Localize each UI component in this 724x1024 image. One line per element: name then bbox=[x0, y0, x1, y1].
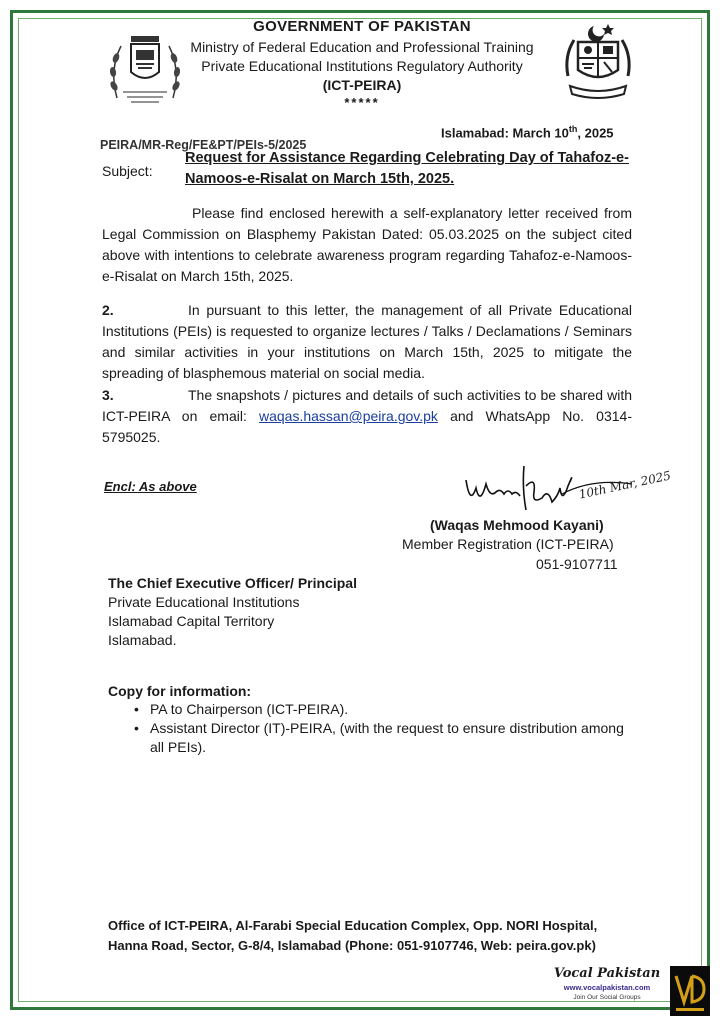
paragraph-3-text: The snapshots / pictures and details of such activities to be shared with ICT-PEIRA on email: bbox=[102, 387, 632, 424]
subject-label: Subject: bbox=[102, 163, 153, 179]
signatory-phone: 051-9107711 bbox=[536, 556, 618, 572]
reference-number: PEIRA/MR-Reg/FE&PT/PEIs-5/2025 bbox=[100, 138, 307, 152]
list-item bbox=[134, 719, 634, 757]
enclosure-note: Encl: As above bbox=[104, 479, 197, 494]
watermark bbox=[548, 966, 666, 1016]
footer-address-line-1: Office of ICT-PEIRA, Al-Farabi Special Education Complex, Opp. NORI Hospital, bbox=[108, 918, 598, 933]
letter-date bbox=[441, 124, 614, 140]
copy-list bbox=[134, 700, 634, 757]
letterhead-stars: ***** bbox=[344, 95, 380, 110]
addressee-line-2: Private Educational Institutions bbox=[108, 594, 300, 610]
watermark-subtitle: Join Our Social Groups bbox=[573, 994, 641, 1001]
watermark-url[interactable]: www.vocalpakistan.com bbox=[563, 983, 651, 992]
date-prefix: Islamabad: March 10 bbox=[441, 125, 569, 141]
list-item bbox=[134, 700, 634, 719]
bullet-icon: • bbox=[134, 720, 139, 736]
footer-address-line-2: Hanna Road, Sector, G-8/4, Islamabad (Phone: 051-9107746, Web: peira.gov.pk) bbox=[108, 938, 596, 953]
watermark-title: Vocal Pakistan bbox=[553, 966, 661, 981]
addressee-line-4: Islamabad. bbox=[108, 632, 177, 648]
addressee-line-3: Islamabad Capital Territory bbox=[108, 613, 275, 629]
bullet-icon: • bbox=[134, 701, 139, 717]
date-ordinal: th bbox=[568, 124, 578, 134]
copy-item-text: PA to Chairperson (ICT-PEIRA). bbox=[150, 701, 349, 717]
email-link[interactable]: waqas.hassan@peira.gov.pk bbox=[258, 408, 438, 424]
watermark-logo-icon bbox=[670, 966, 710, 1016]
signatory-title: Member Registration (ICT-PEIRA) bbox=[402, 536, 614, 552]
paragraph-2-text: In pursuant to this letter, the management of all Private Educational Institutions (PEIs) is requested to organize lectures / Talks / Declamations / Seminars and similar activities in your institutions on March 15th, 2025 to mitigate the spreading of blasphemous material on social media. bbox=[102, 302, 632, 381]
addressee-line-1: The Chief Executive Officer/ Principal bbox=[108, 575, 357, 591]
letterhead-government: GOVERNMENT OF PAKISTAN bbox=[253, 18, 471, 35]
letterhead-ministry: Ministry of Federal Education and Professional Training bbox=[190, 39, 534, 55]
copy-heading: Copy for information: bbox=[108, 683, 252, 699]
paragraph-1: Please find enclosed herewith a self-explanatory letter received from Legal Commission on Blasphemy Pakistan Dated: 05.03.2025 on the subject cited above with intentions to celebrate awareness program regarding Tahafoz-e-Namoos-e-Risalat on March 15th, 2025. bbox=[102, 205, 632, 284]
paragraph-2 bbox=[102, 300, 632, 384]
paragraph-3-number: 3. bbox=[102, 387, 114, 403]
signature-date: 10th Mar, 2025 bbox=[577, 468, 673, 502]
signatory-name: (Waqas Mehmood Kayani) bbox=[430, 517, 604, 533]
copy-item-text: Assistant Director (IT)-PEIRA, (with the request to ensure distribution among all PEIs). bbox=[150, 720, 624, 755]
paragraph-3 bbox=[102, 385, 632, 448]
letterhead-abbreviation: (ICT-PEIRA) bbox=[322, 77, 402, 93]
paragraph-3-text-end: and WhatsApp No. 0314-5795025. bbox=[102, 408, 632, 445]
subject-text: Request for Assistance Regarding Celebrating Day of Tahafoz-e-Namoos-e-Risalat on March 15th, 2025. bbox=[185, 150, 629, 187]
letterhead-authority: Private Educational Institutions Regulatory Authority bbox=[201, 58, 523, 74]
paragraph-2-number: 2. bbox=[102, 302, 114, 318]
date-suffix: , 2025 bbox=[577, 125, 614, 141]
